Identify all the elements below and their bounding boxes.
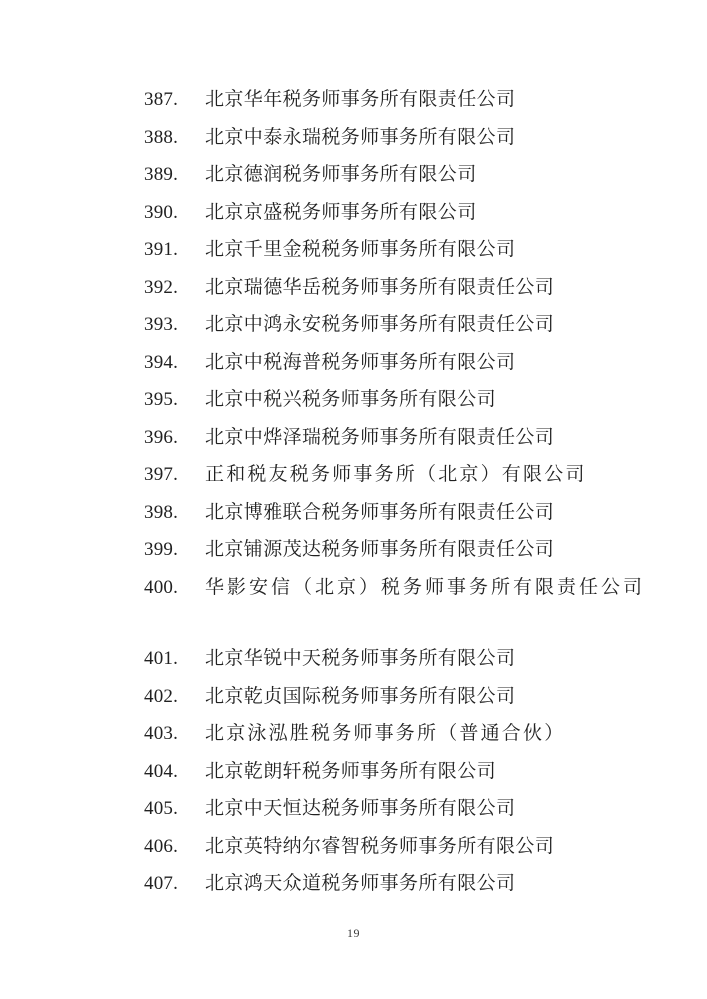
list-item bbox=[144, 156, 687, 194]
item-firm-name: 北京乾贞国际税务师事务所有限公司 bbox=[205, 685, 516, 707]
list-item bbox=[144, 231, 687, 269]
list-item bbox=[144, 531, 687, 569]
item-number: 389. bbox=[144, 164, 179, 185]
list-item bbox=[144, 269, 687, 307]
item-firm-name: 北京中鸿永安税务师事务所有限责任公司 bbox=[205, 314, 555, 335]
item-number: 395. bbox=[144, 389, 179, 410]
list-item bbox=[144, 865, 687, 903]
item-number: 391. bbox=[144, 239, 179, 260]
item-firm-name: 北京鸿天众道税务师事务所有限公司 bbox=[205, 873, 516, 894]
list-item bbox=[144, 753, 687, 791]
item-number: 402. bbox=[144, 685, 179, 707]
item-number: 400. bbox=[144, 576, 179, 598]
item-firm-name: 北京京盛税务师事务所有限公司 bbox=[205, 201, 477, 223]
item-number: 393. bbox=[144, 314, 179, 335]
item-number: 397. bbox=[144, 464, 179, 485]
item-number: 390. bbox=[144, 201, 179, 223]
page-number: 19 bbox=[347, 926, 360, 940]
list-item bbox=[144, 194, 687, 232]
item-number: 404. bbox=[144, 760, 179, 782]
item-firm-name: 北京中税海普税务师事务所有限公司 bbox=[205, 351, 516, 373]
list-item bbox=[144, 419, 687, 457]
item-number: 398. bbox=[144, 501, 179, 523]
list-item bbox=[144, 678, 687, 716]
list-item bbox=[144, 456, 687, 494]
list-item bbox=[144, 715, 687, 753]
item-firm-name: 北京千里金税税务师事务所有限公司 bbox=[205, 239, 516, 260]
item-number: 401. bbox=[144, 648, 179, 669]
item-firm-name: 北京中泰永瑞税务师事务所有限公司 bbox=[205, 126, 516, 148]
paragraph-gap bbox=[144, 606, 687, 640]
item-firm-name: 北京泳泓胜税务师事务所（普通合伙） bbox=[205, 723, 566, 744]
item-number: 396. bbox=[144, 426, 179, 448]
item-number: 392. bbox=[144, 276, 179, 298]
item-firm-name: 华影安信（北京）税务师事务所有限责任公司 bbox=[205, 576, 646, 598]
list-item bbox=[144, 494, 687, 532]
list-item bbox=[144, 381, 687, 419]
list-item bbox=[144, 344, 687, 382]
list-item bbox=[144, 119, 687, 157]
item-number: 407. bbox=[144, 873, 179, 894]
item-number: 394. bbox=[144, 351, 179, 373]
item-firm-name: 北京中税兴税务师事务所有限公司 bbox=[205, 389, 497, 410]
item-number: 399. bbox=[144, 539, 179, 560]
list-item bbox=[144, 569, 687, 607]
item-firm-name: 北京中烨泽瑞税务师事务所有限责任公司 bbox=[205, 426, 555, 448]
item-number: 388. bbox=[144, 126, 179, 148]
item-firm-name: 北京华锐中天税务师事务所有限公司 bbox=[205, 648, 516, 669]
item-firm-name: 北京华年税务师事务所有限责任公司 bbox=[205, 89, 516, 110]
item-firm-name: 北京乾朗轩税务师事务所有限公司 bbox=[205, 760, 497, 782]
item-firm-name: 北京铺源茂达税务师事务所有限责任公司 bbox=[205, 539, 555, 560]
item-firm-name: 正和税友税务师事务所（北京）有限公司 bbox=[205, 464, 587, 485]
firm-list bbox=[144, 81, 687, 903]
item-firm-name: 北京英特纳尔睿智税务师事务所有限公司 bbox=[205, 835, 555, 857]
item-firm-name: 北京德润税务师事务所有限公司 bbox=[205, 164, 477, 185]
item-number: 406. bbox=[144, 835, 179, 857]
item-firm-name: 北京瑞德华岳税务师事务所有限责任公司 bbox=[205, 276, 555, 298]
list-item bbox=[144, 640, 687, 678]
item-number: 387. bbox=[144, 89, 179, 110]
item-firm-name: 北京博雅联合税务师事务所有限责任公司 bbox=[205, 501, 555, 523]
list-item bbox=[144, 81, 687, 119]
item-number: 405. bbox=[144, 798, 179, 819]
item-number: 403. bbox=[144, 723, 179, 744]
list-item bbox=[144, 828, 687, 866]
list-item bbox=[144, 306, 687, 344]
item-firm-name: 北京中天恒达税务师事务所有限公司 bbox=[205, 798, 516, 819]
list-item bbox=[144, 790, 687, 828]
